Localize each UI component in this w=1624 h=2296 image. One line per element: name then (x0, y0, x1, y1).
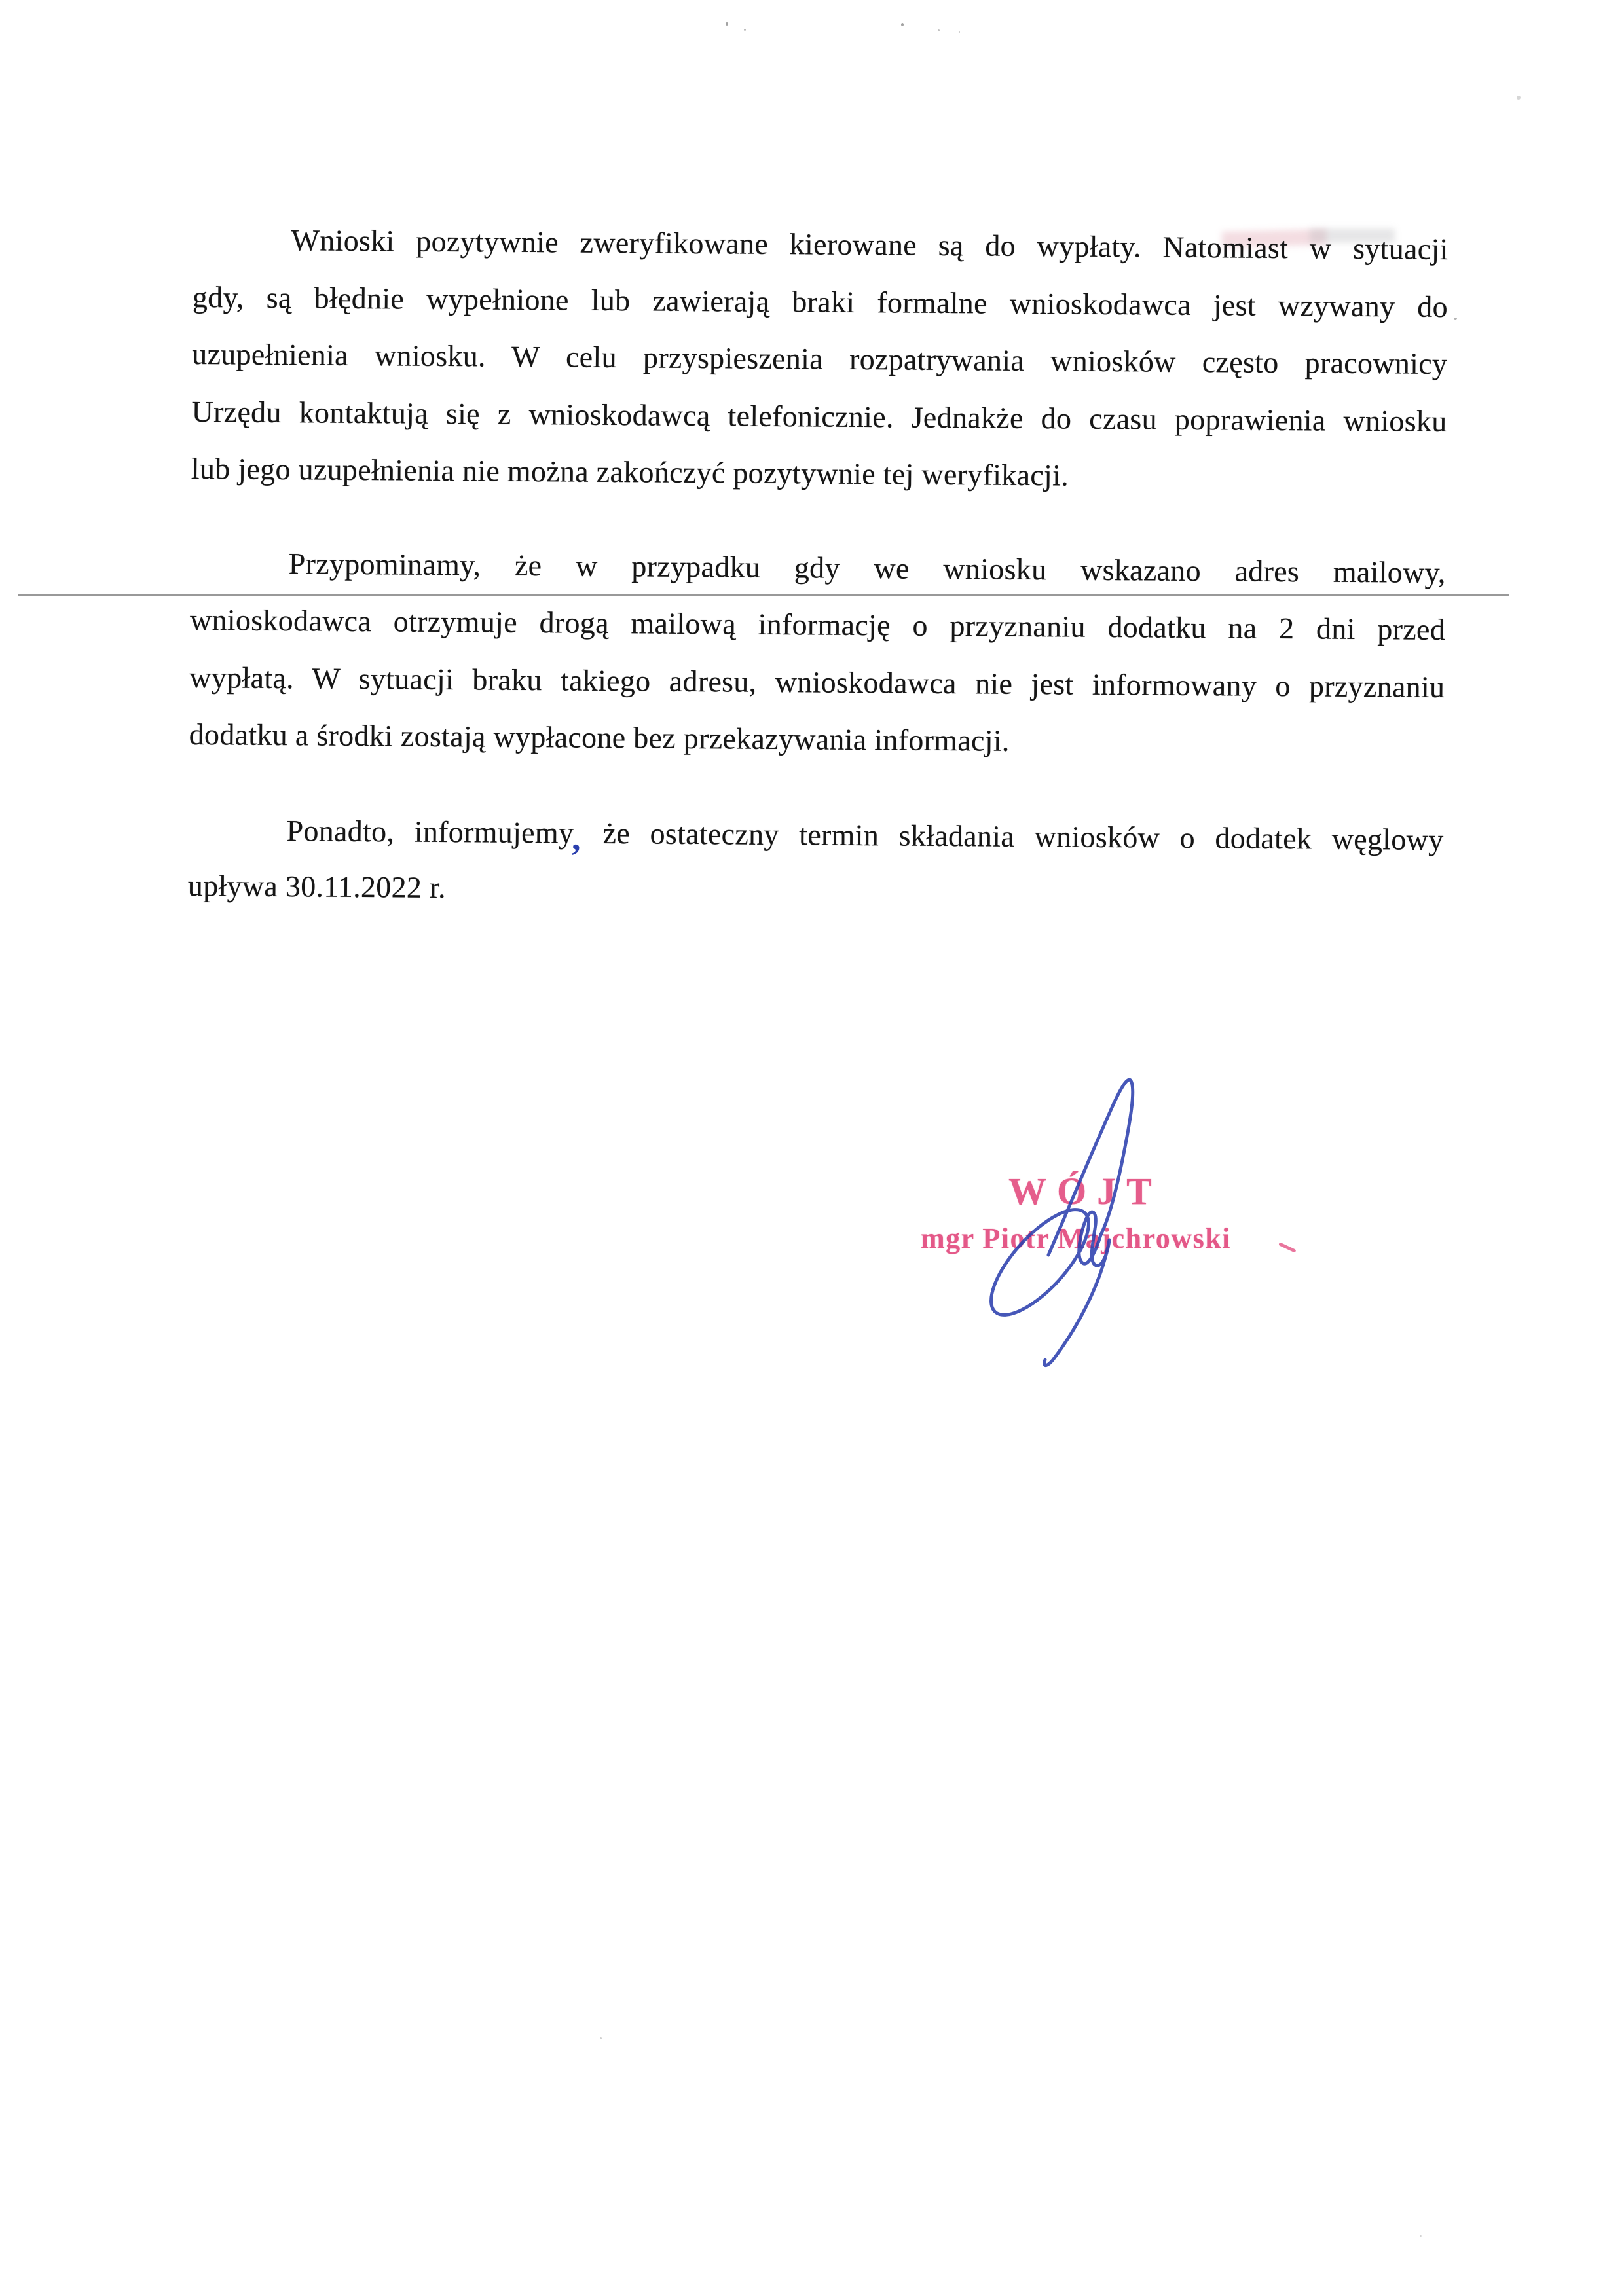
handwritten-comma-ink: , (571, 818, 581, 858)
text-line: uzupełnienia wniosku. W celu przyspieszenia rozpatrywania wniosków często pracownicy (192, 337, 1448, 381)
text-line: wnioskodawca otrzymuje drogą mailową informację o przyznaniu dodatku na 2 dni przed (189, 602, 1446, 647)
signature-ascender (1048, 1080, 1133, 1255)
stamp-signer-name: mgr Piotr Majchrowski (921, 1222, 1231, 1254)
text-line: wypłatą. W sytuacji braku takiego adresu, wnioskodawca nie jest informowany o przyznaniu (189, 660, 1445, 704)
text-segment: Ponadto, informujemy (286, 813, 574, 850)
text-line: upływa 30.11.2022 r. (187, 868, 447, 905)
text-line: Przypominamy, że w przypadku gdy we wniosku wskazano adres mailowy, (288, 546, 1446, 589)
text-line: Urzędu kontaktują się z wnioskodawcą telefonicznie. Jednakże do czasu poprawienia wniosku (191, 394, 1447, 438)
text-segment: że ostateczny termin składania wniosków o dodatek węglowy (602, 816, 1444, 856)
stamp-title-wojt: WÓJT (1008, 1170, 1162, 1212)
text-line: Wnioski pozytywnie zweryfikowane kierowane są do wypłaty. Natomiast w sytuacji (291, 223, 1449, 266)
text-line: lub jego uzupełnienia nie można zakończyć pozytywnie tej weryfikacji. (191, 451, 1069, 492)
text-line: gdy, są błędnie wypełnione lub zawierają braki formalne wnioskodawca jest wzywany do (192, 280, 1449, 323)
text-line: dodatku a środki zostają wypłacone bez przekazywania informacji. (189, 717, 1010, 757)
